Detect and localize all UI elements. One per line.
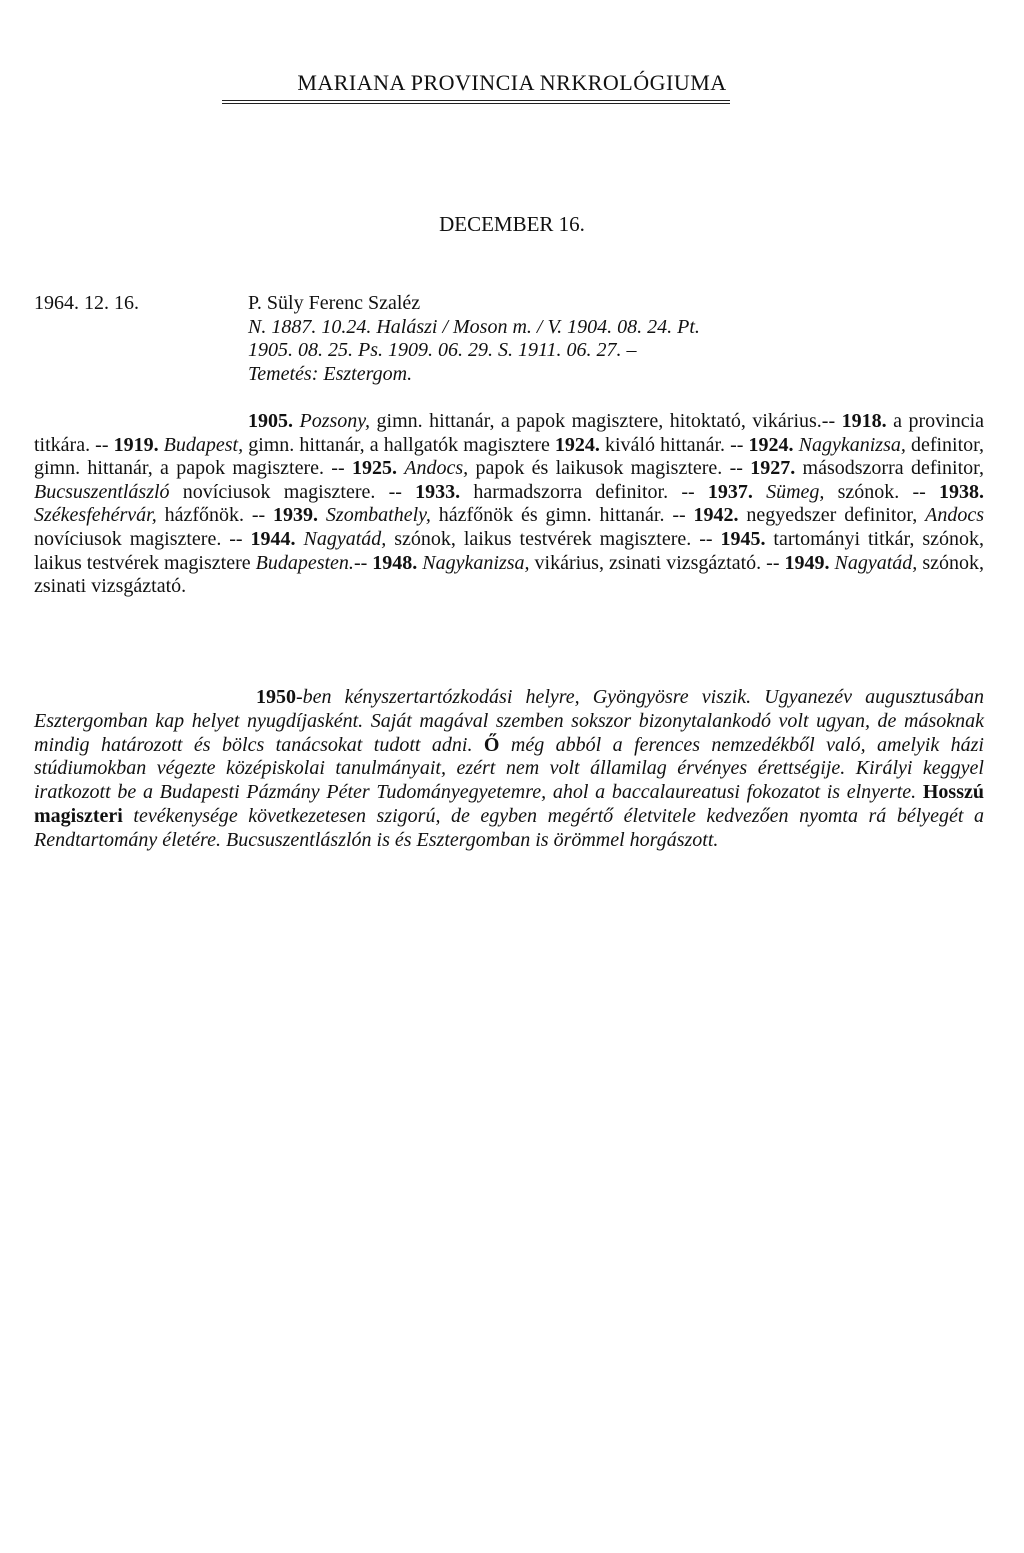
biography-text — [34, 686, 984, 853]
text-run: Andocs, — [404, 457, 469, 480]
text-run: Andocs — [925, 504, 985, 527]
text-run: novíciusok magisztere. -- — [169, 480, 416, 503]
text-run: definitor, gimn. hittanár, a papok magisztere. -- — [34, 433, 985, 480]
text-run: szónok, laikus testvérek magisztere. -- — [386, 527, 721, 550]
text-run: 1937. — [707, 480, 753, 503]
career-paragraph — [34, 410, 984, 599]
text-run: Bucsuszentlászló — [34, 480, 170, 503]
text-run — [318, 504, 326, 526]
running-title: MARIANA PROVINCIA NRKROLÓGIUMA — [297, 70, 727, 95]
person-name: P. Süly Ferenc Szaléz — [248, 292, 421, 314]
text-run: 1919. — [113, 433, 159, 456]
text-run: 1927. — [750, 457, 796, 480]
text-run: papok és laikusok magisztere. -- — [468, 457, 751, 480]
text-run: gimn. hittanár, a hallgatók magisztere — [243, 433, 555, 456]
text-run: Budapest, — [163, 433, 244, 456]
text-run: 1944. — [250, 527, 296, 550]
text-run: negyedszer definitor, — [738, 504, 926, 527]
text-run: a provincia titkára. -- — [34, 410, 985, 456]
text-run: 1945. — [720, 527, 766, 550]
text-run: Nagykanizsa, — [798, 433, 906, 456]
header-rule — [222, 100, 730, 104]
text-run: 1948. — [372, 551, 418, 574]
text-run: novíciusok magisztere. -- — [34, 527, 251, 550]
text-run: Nagyatád, — [834, 551, 918, 574]
text-run: 1924. — [748, 433, 794, 456]
text-run: másodszorra definitor, — [795, 457, 985, 480]
text-run: Nagykanizsa, — [422, 551, 530, 574]
text-run: Pozsony, — [299, 410, 371, 432]
death-date: 1964. 12. 16. — [34, 292, 139, 314]
text-run: Budapesten. — [255, 551, 354, 574]
text-run: Ő — [483, 733, 500, 756]
career-text — [34, 410, 984, 599]
burial-place: Temetés: Esztergom. — [248, 362, 413, 385]
text-run: Sümeg, — [766, 480, 825, 503]
text-run: vikárius, zsinati vizsgáztató. -- — [529, 551, 785, 574]
text-run: Székesfehérvár, — [34, 504, 157, 527]
text-run: harmadszorra definitor. -- — [460, 480, 708, 503]
text-run: házfőnök és gimn. hittanár. -- — [430, 504, 694, 527]
text-run: még abból a ferences nemzedékből való, amelyik házi stúdiumokban végezte középiskolai tanulmányait, ezért nem volt államilag érvényes érettségije. Királyi keggyel iratkozott be a Budapesti Pázmány Péter Tudományegyetemre, ahol a baccalaureatusi fokozatot is elnyerte. — [34, 733, 984, 804]
text-run: gimn. hittanár, a papok magisztere, hitoktató, vikárius.-- — [370, 410, 842, 432]
text-run: -ben kényszertartózkodási helyre, Gyöngyösre viszik. Ugyanezév augusztusában Esztergomban kap helyet nyugdíjasként. Saját magával szemben sokszor bizonytalankodó volt ugyan, de másoknak mindig határozott és bölcs tanácsokat tudott adni. — [34, 686, 984, 756]
text-run: kiváló hittanár. -- — [599, 433, 749, 456]
text-run: 1933. — [415, 480, 461, 503]
text-run: 1939. — [273, 504, 319, 527]
text-run: 1918. — [841, 410, 887, 432]
text-run: tartományi titkár, szónok, laikus testvérek magisztere — [34, 527, 985, 574]
text-run: 1924. — [554, 433, 600, 456]
text-run: Szombathely, — [325, 504, 431, 527]
text-run: tevékenysége következetesen szigorú, de egyben megértő életvitele kedvezően nyomta rá bélyegét a Rendtartomány életére. Bucsuszentlászlón is és Esztergomban is örömmel horgászott. — [34, 804, 984, 851]
text-run: 1950 — [256, 686, 296, 708]
text-run: szónok, zsinati vizsgáztató. — [34, 551, 984, 598]
text-run: Nagyatád, — [303, 527, 387, 550]
text-run: szónok. -- — [824, 480, 940, 503]
vital-data-line-2: 1905. 08. 25. Ps. 1909. 06. 29. S. 1911. 06. 27. – — [248, 339, 637, 361]
text-run — [753, 481, 766, 503]
text-run: 1942. — [693, 504, 739, 527]
biography-paragraph — [34, 686, 984, 853]
text-run — [296, 528, 304, 550]
text-run: házfőnök. -- — [156, 504, 274, 527]
entry-header — [248, 292, 968, 386]
text-run: 1925. — [351, 457, 397, 480]
text-run: Hosszú magiszteri — [34, 781, 984, 827]
vital-data-line-1: N. 1887. 10.24. Halászi / Moson m. / V. 1904. 08. 24. Pt. — [248, 315, 700, 338]
text-run: 1905. — [248, 410, 300, 432]
text-run: 1938. — [939, 480, 985, 503]
date-heading: DECEMBER 16. — [439, 212, 585, 236]
text-run: 1949. — [784, 551, 830, 574]
text-run: -- — [353, 551, 373, 574]
